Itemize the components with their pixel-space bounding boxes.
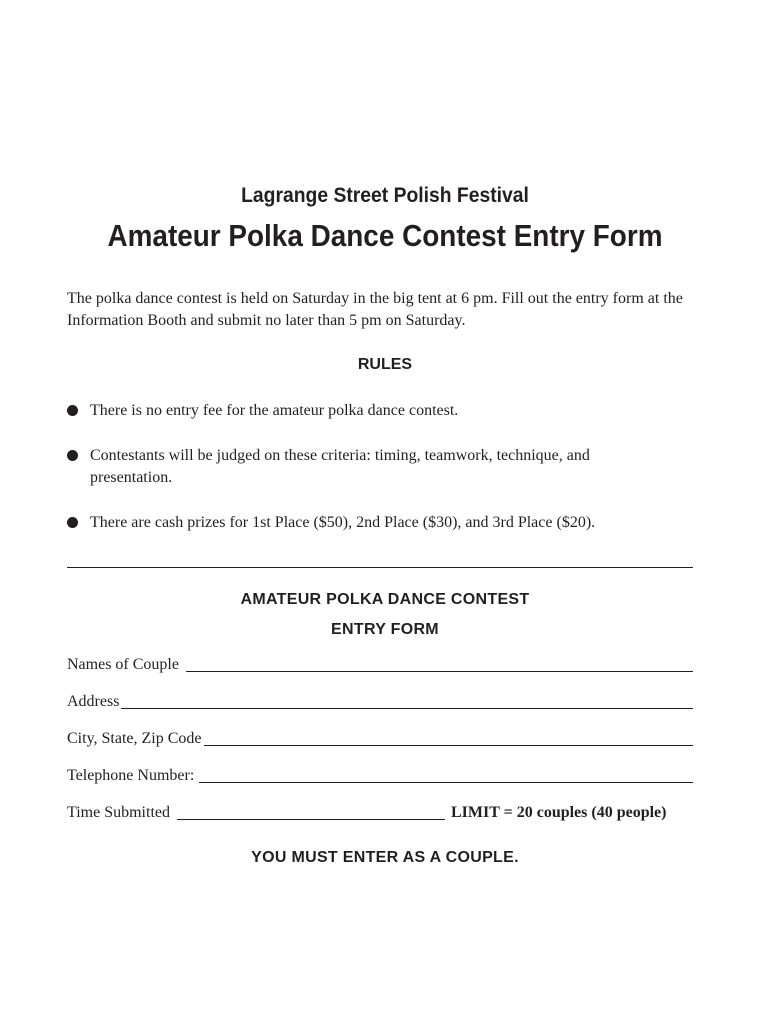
cut-line-divider	[67, 567, 693, 568]
rule-item	[67, 445, 707, 489]
time-submitted-label: Time Submitted	[67, 804, 170, 821]
names-of-couple-label: Names of Couple	[67, 656, 179, 673]
telephone-input-line[interactable]	[199, 782, 693, 783]
city-state-zip-field	[67, 729, 693, 749]
telephone-field	[67, 766, 693, 786]
names-of-couple-input-line[interactable]	[186, 671, 693, 672]
city-state-zip-label: City, State, Zip Code	[67, 730, 202, 747]
rule-text: There are cash prizes for 1st Place ($50), 2nd Place ($30), and 3rd Place ($20).	[90, 514, 596, 531]
names-of-couple-field	[67, 655, 693, 675]
city-state-zip-input-line[interactable]	[204, 745, 693, 746]
telephone-label: Telephone Number:	[67, 767, 195, 784]
rule-item	[67, 400, 707, 422]
intro-paragraph: The polka dance contest is held on Saturday in the big tent at 6 pm. Fill out the entry form at the Information Booth and submit no later than 5 pm on Saturday.	[67, 290, 683, 329]
address-field	[67, 692, 693, 712]
bullet-icon	[67, 450, 78, 461]
bullet-icon	[67, 405, 78, 416]
address-label: Address	[67, 693, 120, 710]
bullet-icon	[67, 517, 78, 528]
time-submitted-input-line[interactable]	[177, 819, 445, 820]
rules-heading: RULES	[357, 356, 413, 373]
limit-note: LIMIT = 20 couples (40 people)	[450, 804, 667, 821]
rule-item	[67, 512, 707, 534]
rule-text: There is no entry fee for the amateur polka dance contest.	[90, 402, 459, 419]
page-title: Amateur Polka Dance Contest Entry Form	[107, 218, 663, 253]
festival-name: Lagrange Street Polish Festival	[241, 184, 529, 207]
couple-requirement-note: YOU MUST ENTER AS A COUPLE.	[251, 849, 519, 866]
time-submitted-field	[67, 803, 703, 823]
entry-form-heading: AMATEUR POLKA DANCE CONTEST	[240, 591, 530, 608]
rule-text: Contestants will be judged on these criteria: timing, teamwork, technique, and presentation.	[90, 447, 590, 486]
entry-form-subheading: ENTRY FORM	[331, 621, 439, 638]
address-input-line[interactable]	[121, 708, 693, 709]
